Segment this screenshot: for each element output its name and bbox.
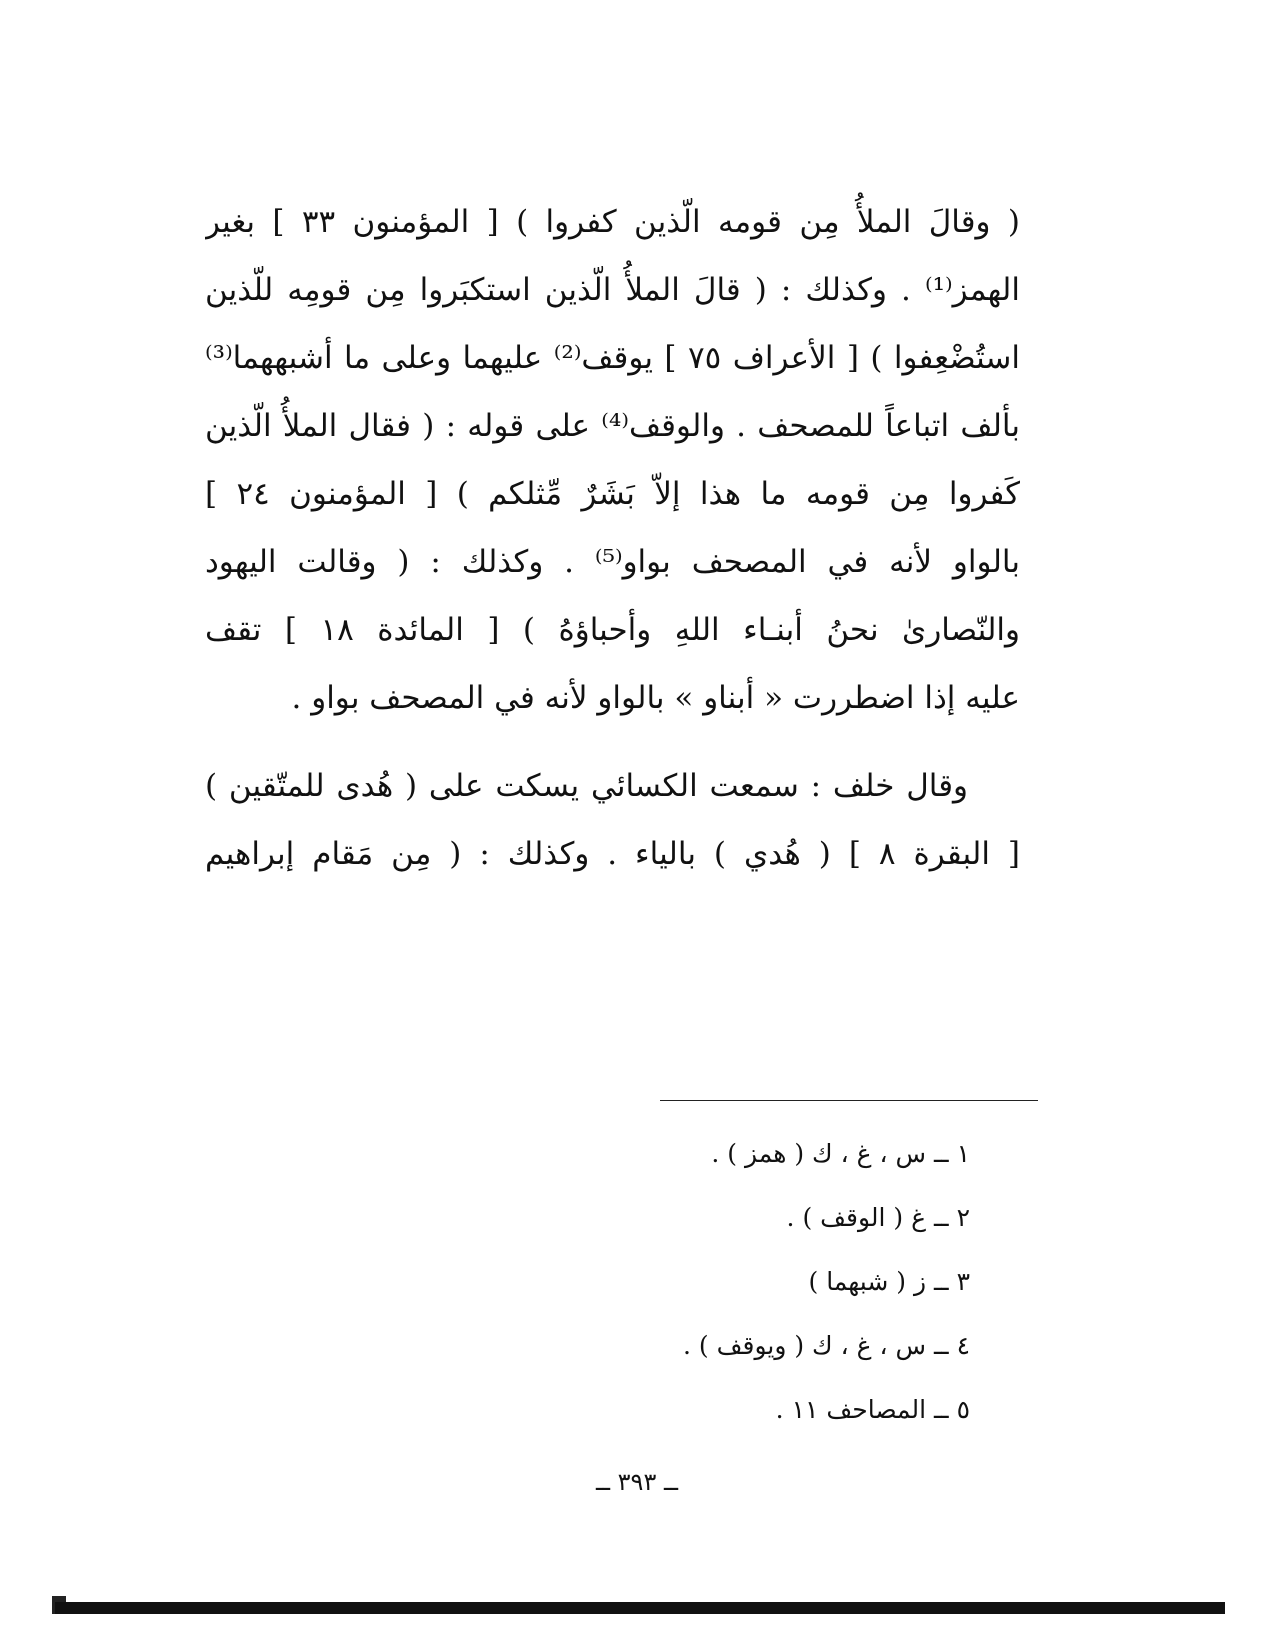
text-line-4: بألف اتباعاً للمصحف . والوقف⁽⁴⁾ على قوله : ( فقال الملأُ الّذين: [205, 408, 1020, 444]
footnote-4: ٤ ــ س ، غ ، ك ( ويوقف ) .: [683, 1331, 970, 1360]
text-line-6: بالواو لأنه في المصحف بواو⁽⁵⁾ . وكذلك : ( وقالت اليهود: [205, 544, 1020, 580]
text-line-2: الهمز⁽¹⁾ . وكذلك : ( قالَ الملأُ الّذين استكبَروا مِن قومِه للّذين: [205, 272, 1020, 308]
main-text-block: [205, 188, 1020, 888]
footnotes-list: [560, 1122, 970, 1442]
footnote-3: ٣ ــ ز ( شبهما ): [808, 1267, 970, 1296]
text-line-3: استُضْعِفوا ) [ الأعراف ٧٥ ] يوقف⁽²⁾ عليهما وعلى ما أشبههما⁽³⁾: [205, 340, 1020, 376]
footnote-2: ٢ ــ غ ( الوقف ) .: [786, 1203, 970, 1232]
text-line-7: والنّصارىٰ نحنُ أبنـاء اللهِ وأحباؤهُ ) [ المائدة ١٨ ] تقف: [205, 612, 1020, 648]
text-line-8: عليه إذا اضطررت « أبناو » بالواو لأنه في المصحف بواو .: [291, 680, 1020, 716]
text-line-10: [ البقرة ٨ ] ( هُدي ) بالياء . وكذلك : ( مِن مَقام إبراهيم: [205, 836, 1020, 872]
text-line-5: كَفروا مِن قومه ما هذا إلاّ بَشَرٌ مِّثلكم ) [ المؤمنون ٢٤ ]: [205, 476, 1020, 512]
page-number: ــ ٣٩٣ ــ: [595, 1468, 679, 1496]
footnote-separator: [660, 1100, 1038, 1101]
text-line-1: ( وقالَ الملأُ مِن قومه الّذين كفروا ) [ المؤمنون ٣٣ ] بغير: [205, 204, 1020, 240]
footnote-1: ١ ــ س ، غ ، ك ( همز ) .: [711, 1139, 970, 1168]
scan-bottom-border: [55, 1602, 1225, 1614]
text-line-9: وقال خلف : سمعت الكسائي يسكت على ( هُدى للمتّقين ): [205, 768, 968, 804]
footnote-5: ٥ ــ المصاحف ١١ .: [775, 1395, 970, 1424]
